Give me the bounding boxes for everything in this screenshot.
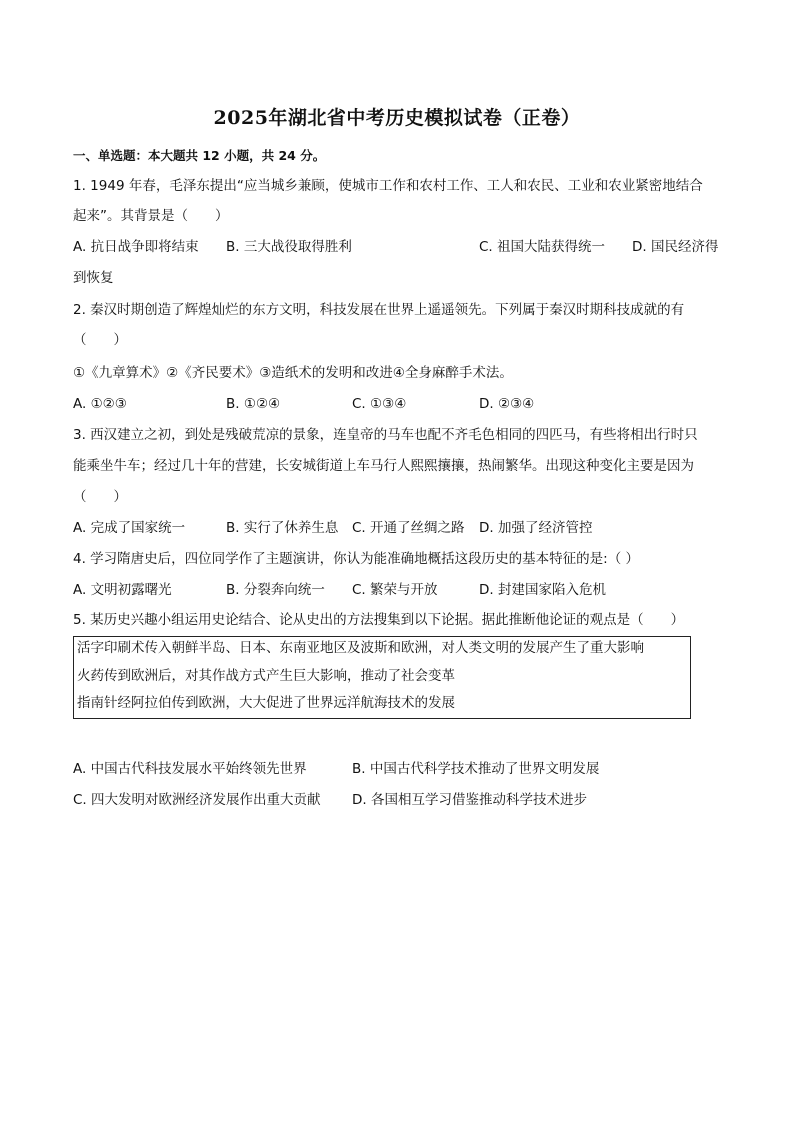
evidence-line-1: 活字印刷术传入朝鲜半岛、日本、东南亚地区及波斯和欧洲，对人类文明的发展产生了重大影响	[77, 640, 644, 656]
question-4-option-c: C. 繁荣与开放	[352, 582, 438, 598]
question-4-option-a: A. 文明初露曙光	[73, 582, 172, 598]
question-5-option-d: D. 各国相互学习借鉴推动科学技术进步	[352, 792, 587, 808]
question-3-text-line-3: （ ）	[73, 489, 127, 505]
question-1-option-d: D. 国民经济得	[632, 239, 719, 255]
question-3-text-line-1: 3. 西汉建立之初，到处是残破荒凉的景象，连皇帝的马车也配不齐毛色相同的四匹马，有些将相出行时只	[73, 427, 698, 443]
evidence-line-2: 火药传到欧洲后，对其作战方式产生巨大影响，推动了社会变革	[77, 668, 455, 684]
page-title: 2025年湖北省中考历史模拟试卷（正卷）	[213, 107, 581, 129]
evidence-table	[73, 636, 691, 719]
question-3-text-line-2: 能乘坐牛车；经过几十年的营建，长安城街道上车马行人熙熙攘攘，热闹繁华。出现这种变化主要是因为	[73, 458, 694, 474]
question-1-option-c: C. 祖国大陆获得统一	[479, 239, 606, 255]
question-2-option-d: D. ②③④	[479, 396, 535, 412]
question-5-option-b: B. 中国古代科学技术推动了世界文明发展	[352, 761, 600, 777]
question-4-option-b: B. 分裂奔向统一	[226, 582, 325, 598]
question-2-text-line-1: 2. 秦汉时期创造了辉煌灿烂的东方文明，科技发展在世界上遥遥领先。下列属于秦汉时期科技成就的有	[73, 302, 685, 318]
question-1-option-a: A. 抗日战争即将结束	[73, 239, 199, 255]
question-5-text-line-1: 5. 某历史兴趣小组运用史论结合、论从史出的方法搜集到以下论据。据此推断他论证的观点是（ ）	[73, 612, 685, 628]
question-2-text-line-2: （ ）	[73, 332, 127, 348]
question-3-option-d: D. 加强了经济管控	[479, 520, 593, 536]
question-1-option-d-wrap: 到恢复	[73, 270, 114, 286]
question-3-option-b: B. 实行了休养生息	[226, 520, 339, 536]
question-5-option-a: A. 中国古代科技发展水平始终领先世界	[73, 761, 307, 777]
question-4-option-d: D. 封建国家陷入危机	[479, 582, 606, 598]
question-2-text-line-3: ①《九章算术》②《齐民要术》③造纸术的发明和改进④全身麻醉手术法。	[73, 365, 513, 381]
question-3-option-c: C. 开通了丝绸之路	[352, 520, 465, 536]
question-3-option-a: A. 完成了国家统一	[73, 520, 186, 536]
question-2-option-c: C. ①③④	[352, 396, 407, 412]
question-2-option-a: A. ①②③	[73, 396, 127, 412]
question-2-option-b: B. ①②④	[226, 396, 281, 412]
question-4-text-line-1: 4. 学习隋唐史后，四位同学作了主题演讲，你认为能准确地概括这段历史的基本特征的是:（ ）	[73, 551, 640, 567]
question-1-text-line-2: 起来”。其背景是（ ）	[73, 208, 229, 224]
question-1-text-line-1: 1. 1949 年春，毛泽东提出“应当城乡兼顾，使城市工作和农村工作、工人和农民、工业和农业紧密地结合	[73, 178, 703, 194]
question-5-option-c: C. 四大发明对欧洲经济发展作出重大贡献	[73, 792, 321, 808]
section-heading: 一、单选题：本大题共 12 小题，共 24 分。	[73, 148, 326, 163]
evidence-line-3: 指南针经阿拉伯传到欧洲，大大促进了世界远洋航海技术的发展	[77, 695, 455, 711]
question-1-option-b: B. 三大战役取得胜利	[226, 239, 352, 255]
